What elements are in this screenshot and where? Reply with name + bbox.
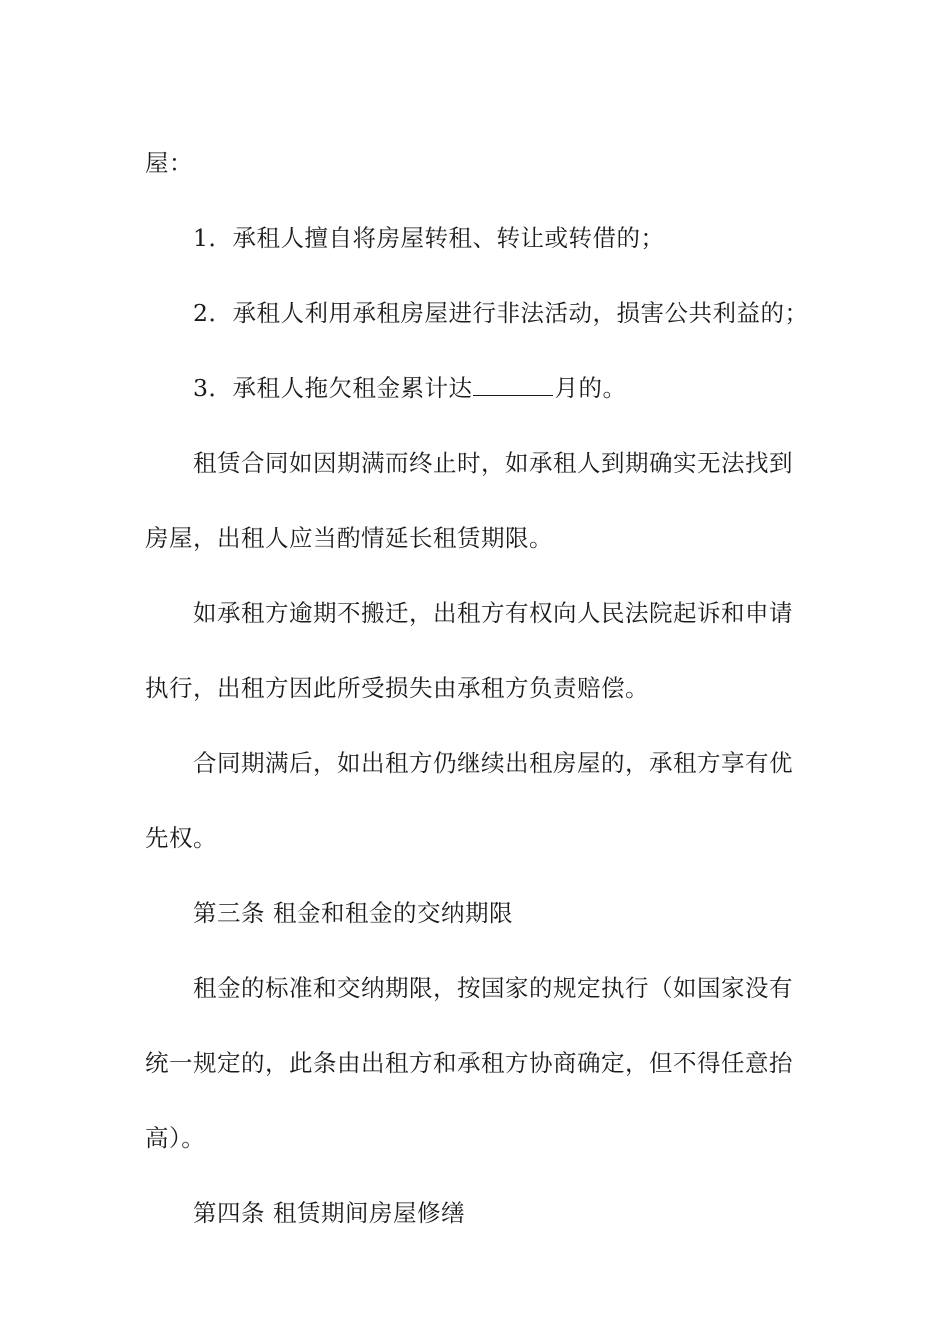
list-item-1: 1．承租人擅自将房屋转租、转让或转借的；: [193, 224, 665, 252]
list-item-3-before: 3．承租人拖欠租金累计达: [193, 374, 473, 402]
paragraph-line: 房屋，出租人应当酌情延长租赁期限。: [145, 524, 553, 552]
paragraph-line: 高）。: [145, 1124, 206, 1152]
list-item-3: [145, 351, 810, 426]
continuation-line: 屋：: [145, 149, 193, 177]
paragraph-line: 合同期满后，如出租方仍继续出租房屋的，承租方享有优: [193, 749, 793, 777]
list-item-3-after: 月的。: [554, 374, 627, 402]
paragraph-line: 执行，出租方因此所受损失由承租方负责赔偿。: [145, 674, 649, 702]
paragraph-line: 如承租方逾期不搬迁，出租方有权向人民法院起诉和申请: [193, 599, 793, 627]
section-heading-4: 第四条 租赁期间房屋修缮: [193, 1199, 465, 1227]
fill-in-blank: [473, 377, 553, 396]
document-body: [145, 126, 810, 1251]
paragraph-line: 统一规定的，此条由出租方和承租方协商确定，但不得任意抬: [145, 1049, 793, 1077]
paragraph-line: 租金的标准和交纳期限，按国家的规定执行（如国家没有: [193, 974, 793, 1002]
list-item-2: 2．承租人利用承租房屋进行非法活动，损害公共利益的；: [193, 299, 809, 327]
paragraph-line: 租赁合同如因期满而终止时，如承租人到期确实无法找到: [193, 449, 793, 477]
paragraph-line: 先权。: [145, 824, 217, 852]
section-heading-3: 第三条 租金和租金的交纳期限: [193, 899, 513, 927]
